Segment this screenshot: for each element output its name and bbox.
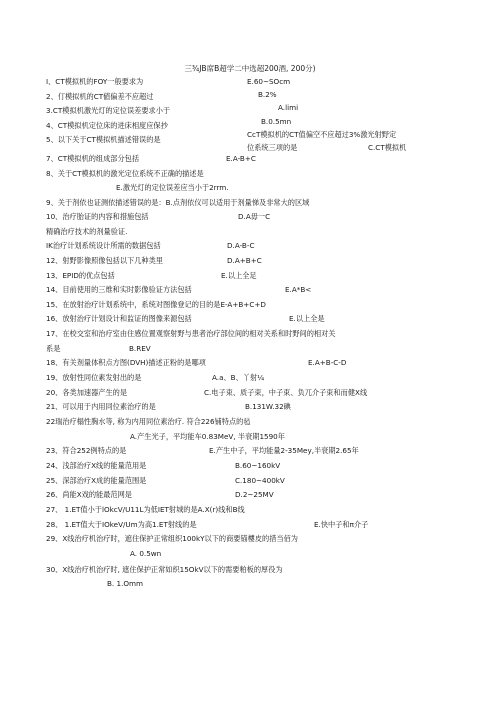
q20-answer: C.电子束、质子束，中子束、负兀介子束和而健X线 [204, 388, 368, 397]
q17-answer: B.REV [129, 344, 151, 353]
q29-text: 29、X线治疗机治疗时，遮住保护正常组织100kY以下的商要锚樓皮的措当佰为 [46, 534, 298, 543]
page-title: 三¾JB席B超学二中选超200酒, 200分) [184, 64, 316, 73]
q17-text-line1: 17、在校交室和治疗室由住感位置观察射野与患者治疗部位间的相对关系和时野间的相对关 [46, 329, 336, 338]
section-note: 精确治疗技术的剂量验证. [46, 227, 128, 236]
q7-answer: E.A-B+C [226, 154, 256, 163]
q11-text: IK治疗计划系统设计所需的数据包括 [46, 241, 161, 250]
q5-answer-line1: CcT模拟机的CT值偏空不应超过3%激光射野定 [247, 130, 397, 139]
q18-text: 18、有关剂量体积点方图(DVH)描述正粉的是哪项 [46, 358, 206, 367]
q12-text: 12、射野影像照像包括以下几种类里 [46, 256, 163, 265]
q25-answer: C.180~400kV [235, 476, 285, 485]
q10-answer: D.A毋一C [238, 212, 271, 221]
q29-answer: A. 0.5wn [130, 549, 162, 558]
q28-answer: E.快中子和π介子 [314, 520, 369, 529]
q5-answer-line2: 位系统三项的是 [247, 143, 298, 152]
q16-text: 16、放射治疗计划设计和监证的图像来源包括 [46, 314, 192, 323]
q5-text: 5、以下关于CT模拟机描述错误的是 [46, 135, 161, 144]
q24-answer: B.60~160kV [235, 461, 281, 470]
q28-text: 28、 1.ET值大于IOkeV/Um为高1.ET射线的是 [46, 520, 197, 529]
q1-answer: E.60~SOcm [247, 77, 291, 86]
q8-text: 8、关于CT模拟机的激光定位系统不正确的描述是 [46, 169, 204, 178]
q24-text: 24、浅部治疗X线的能量范用是 [46, 461, 147, 470]
q14-answer: E.A*B< [285, 285, 312, 294]
q13-answer: E.以上全足 [221, 271, 257, 280]
q22-text: 22瑞治疗榻性胸水等, 称为内用同位素治疗. 符合226铺特点的毡 [46, 417, 251, 426]
q18-answer: E.A+B-C-D [308, 358, 347, 367]
q8-answer: E.激光灯的定位误差应当小于2rrm. [116, 183, 229, 192]
q12-answer: D.A+B+C [227, 256, 262, 265]
q26-text: 26、尚能X戏的能最范网是 [46, 490, 132, 499]
q9-text: 9、关于剂依也证测依描述错误的是：B.点剂依仪可以适用于剂量悌及非常大的区域 [46, 198, 310, 207]
q4-text: 4、CT模拟机定位床的进床相度应保抄 [46, 121, 168, 130]
q5-answer-option: C.CT模拟机 [368, 143, 407, 152]
q7-text: 7、CT模拟机的组成部分包括 [46, 154, 140, 163]
q25-text: 25、深部治疗X成的能量范围是 [46, 476, 147, 485]
q3-answer: A.limi [278, 103, 299, 112]
q14-text: 14、目前使用的三维和实时影像验证方法包括 [46, 285, 192, 294]
q3-text: 3.CT模拟机激光灯的定位误差要求小于 [46, 106, 171, 115]
q23-answer: E.产生中子，平均能量2-35Mey,半衰期2.65年 [209, 446, 359, 455]
q17-text-line2: 系是 [46, 344, 61, 353]
q23-text: 23、符合252例特点的是 [46, 446, 127, 455]
q21-answer: B.131W.32碘 [245, 402, 291, 411]
q19-text: 19、放射性同位素发射出的是 [46, 373, 142, 382]
q21-text: 21、可以用于内用同位素治疗的是 [46, 402, 156, 411]
q10-text: 10、治疗胎证的内容和措施包括 [46, 212, 149, 221]
q2-text: 2、仃模拟机的CT値偏差不应超过 [46, 92, 154, 101]
q1-text: I、CT模拟机的FOY一般要求为 [46, 77, 144, 86]
q22-answer: A.产生光子，平均能车0.83MeV, 半衰期1590年 [130, 432, 285, 441]
q19-answer: A.a、B、丫射¼ [212, 373, 265, 382]
q20-text: 20、各类加速器产生的是 [46, 388, 128, 397]
q30-answer: B. 1.Omm [107, 579, 144, 588]
q30-text: 30、X线治疗机治疗时, 遮住保护正常如织15OkV以下的需要粕板的厚役为 [46, 565, 283, 574]
q16-answer: E.以上全是 [289, 314, 325, 323]
q26-answer: D.2~25MV [235, 490, 274, 499]
q2-answer: B.2% [258, 90, 277, 99]
q15-text: 15、在放射治疗计划系统中，系统对图像登记的目的是E-A+B+C+D [46, 300, 266, 309]
q11-answer: D.A-B-C [227, 241, 255, 250]
q4-answer: B.0.5mn [261, 117, 292, 126]
q27-text: 27、 1.ET值小于lOkcV/U11L为低IET射城的是A.X(r)线和B线 [46, 505, 245, 514]
q13-text: 13、EPID的优点包括 [46, 271, 115, 280]
